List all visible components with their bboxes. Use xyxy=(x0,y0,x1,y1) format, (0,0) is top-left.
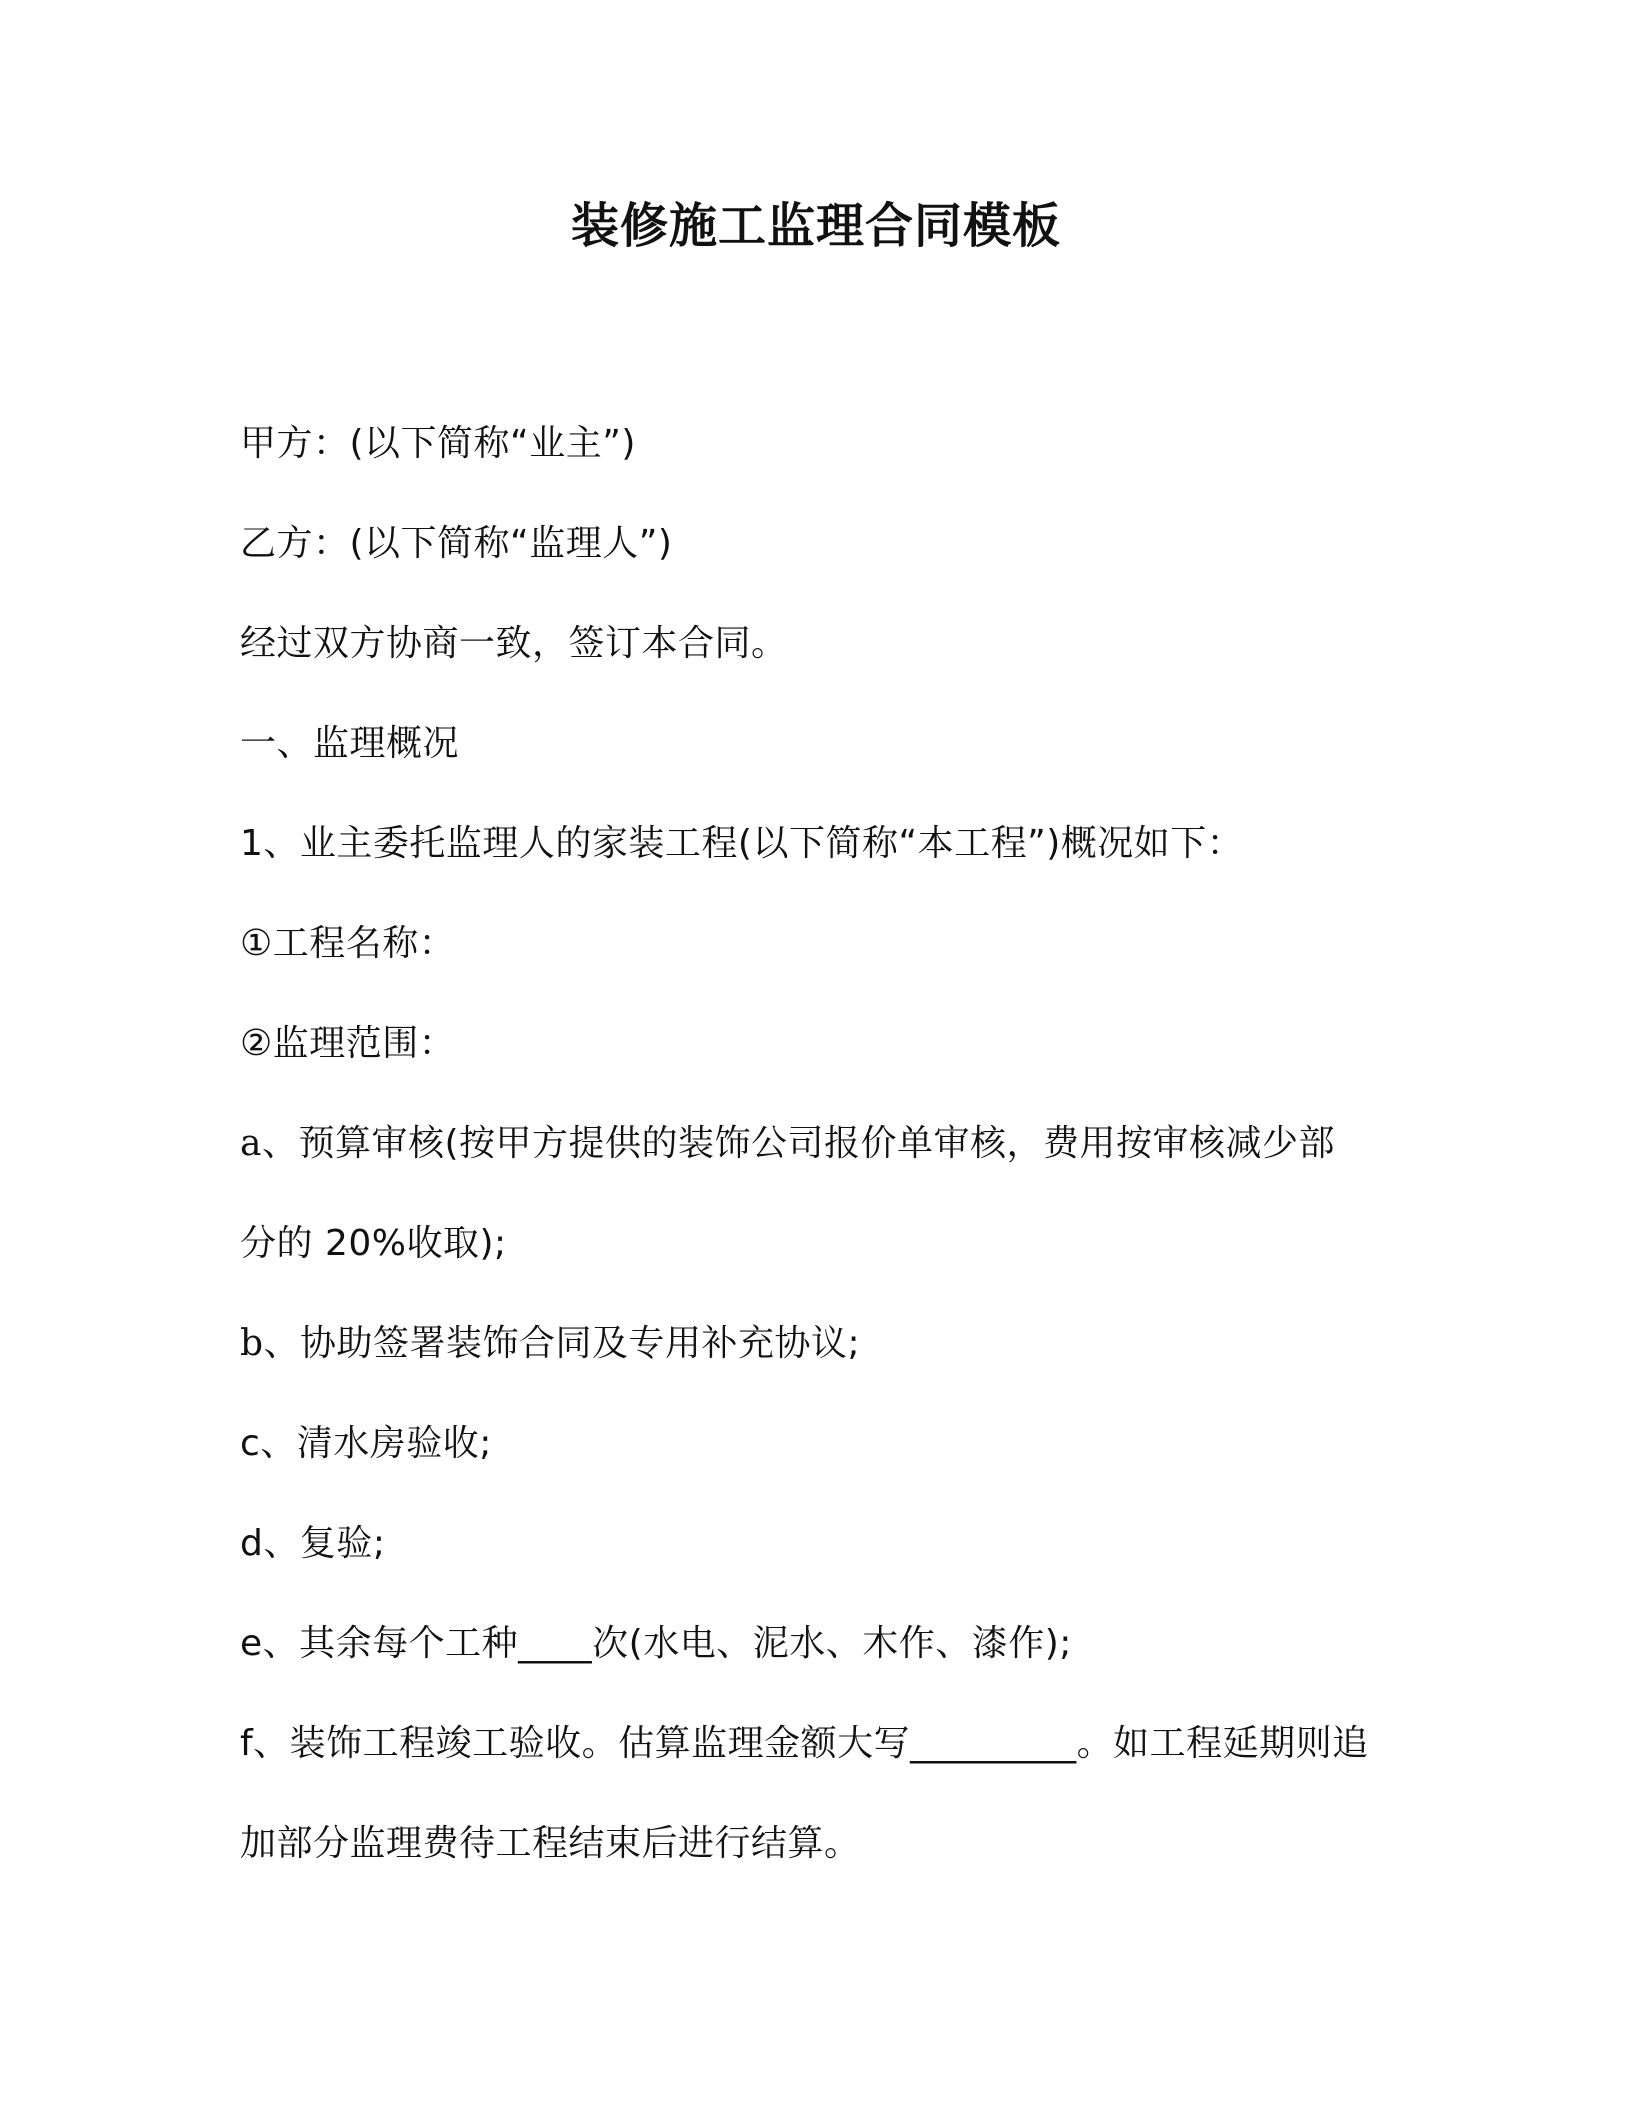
section-heading: 一、监理概况 xyxy=(240,723,460,764)
clause-1: 1、业主委托监理人的家装工程(以下简称“本工程”)概况如下： xyxy=(240,823,1244,864)
scope-item-a-continued: 分的 20%收取); xyxy=(240,1223,507,1264)
scope-item-c: c、清水房验收; xyxy=(240,1423,492,1464)
scope-item-marker: a xyxy=(240,1123,262,1164)
intro-line: 经过双方协商一致，签订本合同。 xyxy=(240,623,788,664)
scope-item-b xyxy=(240,1320,860,1368)
scope-item-a xyxy=(240,1120,1335,1168)
supervision-scope-item: ②监理范围： xyxy=(240,1023,456,1064)
scope-item-f-continued: 加部分监理费待工程结束后进行结算。 xyxy=(240,1823,861,1864)
scope-item-text: 、预算审核(按甲方提供的装饰公司报价单审核，费用按审核减少部 xyxy=(261,1123,1336,1164)
scope-item-d: d、复验; xyxy=(240,1523,386,1564)
document-title: 装修施工监理合同模板 xyxy=(570,198,1061,254)
project-name-item: ①工程名称： xyxy=(240,923,456,964)
party-b-line: 乙方：(以下简称“监理人”) xyxy=(240,523,673,564)
scope-item-f: f、装饰工程竣工验收。估算监理金额大写_________。如工程延期则追 xyxy=(240,1723,1369,1764)
scope-item-e: e、其余每个工种____次(水电、泥水、木作、漆作); xyxy=(240,1623,1072,1664)
scope-item-text: 、协助签署装饰合同及专用补充协议; xyxy=(263,1323,861,1364)
party-a-line: 甲方：(以下简称“业主”) xyxy=(240,423,636,464)
scope-item-marker: b xyxy=(240,1323,264,1364)
